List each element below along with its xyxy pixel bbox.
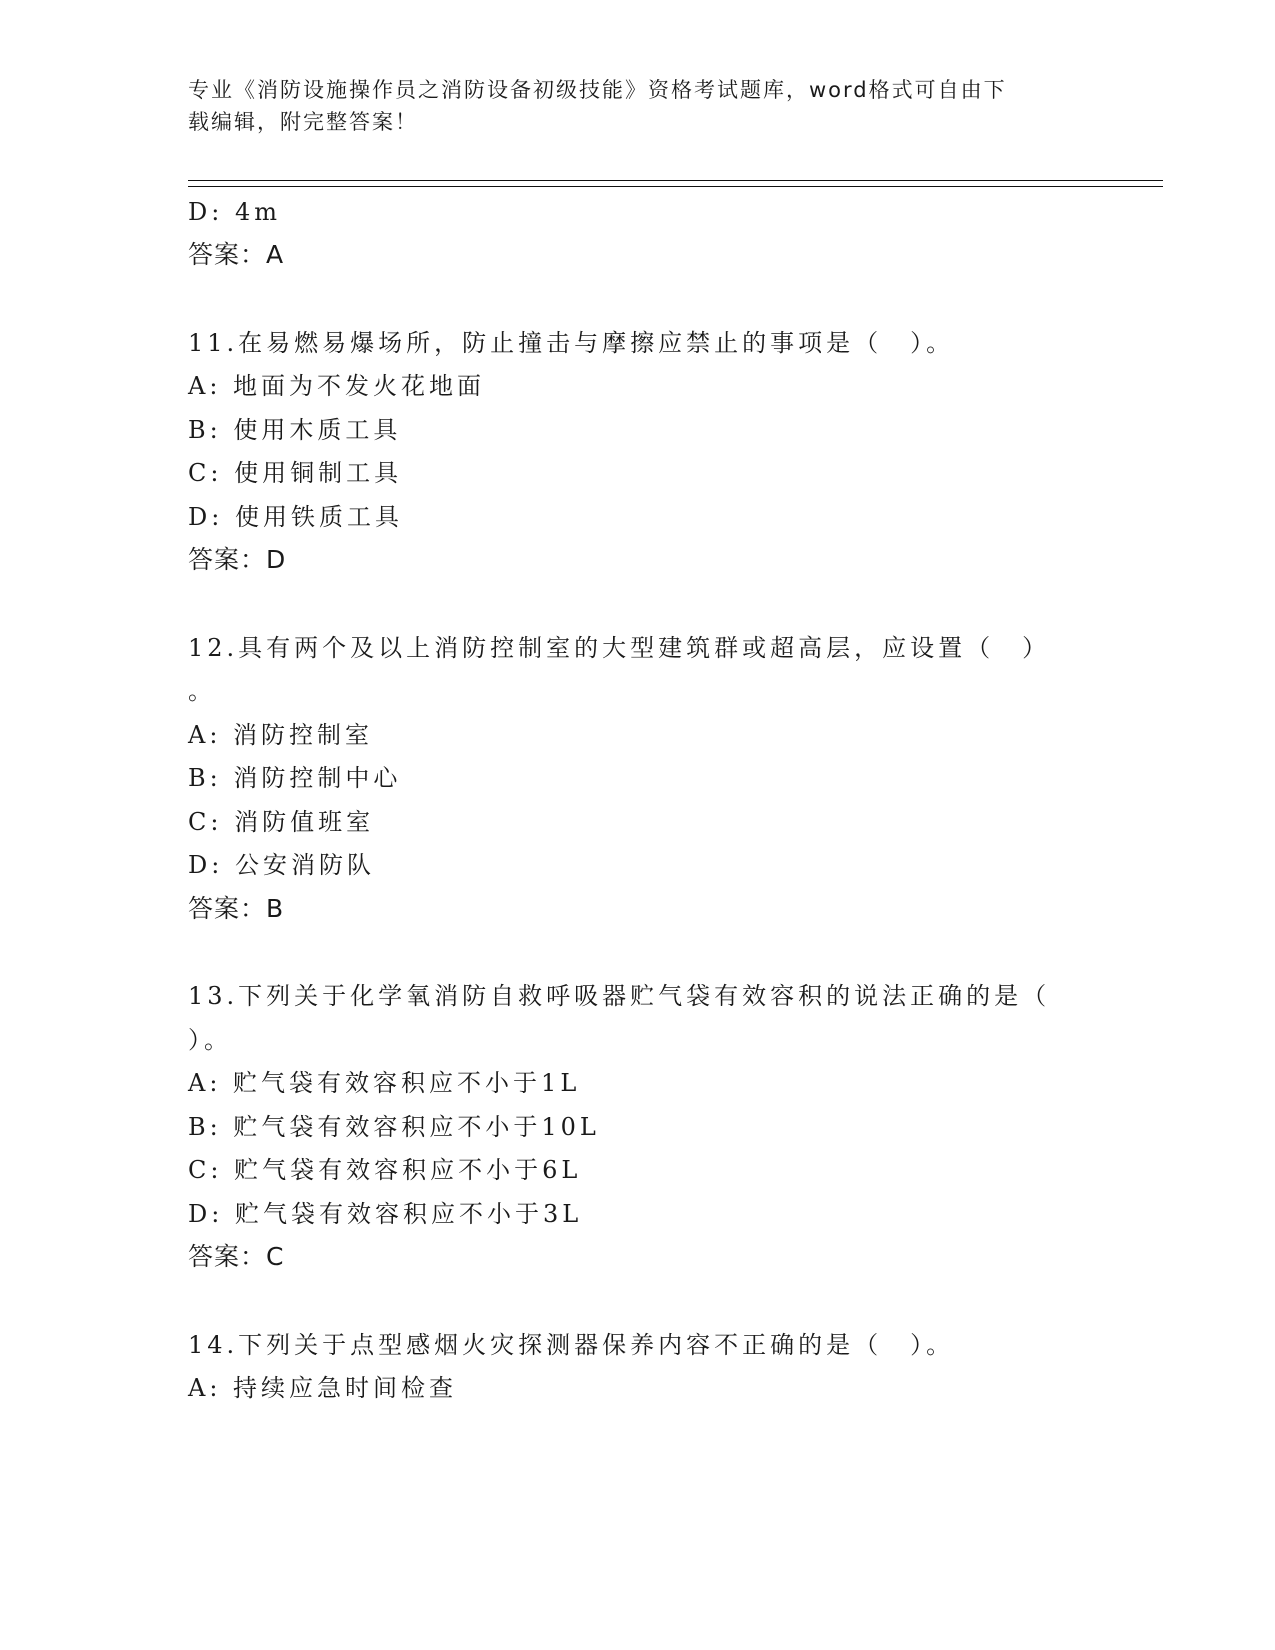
question-12-cont: 。: [188, 677, 216, 705]
option-b-q13: B: 贮气袋有效容积应不小于10L: [188, 1113, 600, 1141]
option-c-q11: C: 使用铜制工具: [188, 459, 403, 487]
option-d-q10: D: 4m: [188, 198, 281, 226]
header-line-2: 载编辑，附完整答案！: [188, 110, 418, 134]
option-c-q12: C: 消防值班室: [188, 808, 375, 836]
header-line-1: 专业《消防设施操作员之消防设备初级技能》资格考试题库，word格式可自由下: [188, 78, 1007, 102]
answer-q10: 答案：A: [188, 240, 285, 269]
option-c-q13: C: 贮气袋有效容积应不小于6L: [188, 1156, 582, 1184]
option-b-q11: B: 使用木质工具: [188, 416, 402, 444]
document-header: [188, 74, 1088, 138]
option-a-q12: A: 消防控制室: [188, 721, 374, 749]
question-14: 14.下列关于点型感烟火灾探测器保养内容不正确的是（ ）。: [188, 1331, 955, 1359]
option-d-q13: D: 贮气袋有效容积应不小于3L: [188, 1200, 583, 1228]
option-b-q12: B: 消防控制中心: [188, 764, 402, 792]
option-d-q11: D: 使用铁质工具: [188, 503, 403, 531]
option-a-q14: A: 持续应急时间检查: [188, 1374, 458, 1402]
question-12: 12.具有两个及以上消防控制室的大型建筑群或超高层，应设置（ ）: [188, 634, 1051, 662]
header-divider-bottom: [188, 186, 1163, 187]
option-d-q12: D: 公安消防队: [188, 851, 375, 879]
answer-q13: 答案：C: [188, 1242, 285, 1271]
question-13-cont: ）。: [188, 1026, 232, 1054]
answer-q12: 答案：B: [188, 894, 285, 923]
question-11: 11.在易燃易爆场所，防止撞击与摩擦应禁止的事项是（ ）。: [188, 329, 955, 357]
option-a-q13: A: 贮气袋有效容积应不小于1L: [188, 1069, 581, 1097]
header-divider-top: [188, 180, 1163, 181]
answer-q11: 答案：D: [188, 545, 287, 574]
option-a-q11: A: 地面为不发火花地面: [188, 372, 486, 400]
question-13: 13.下列关于化学氧消防自救呼吸器贮气袋有效容积的说法正确的是（: [188, 982, 1051, 1010]
